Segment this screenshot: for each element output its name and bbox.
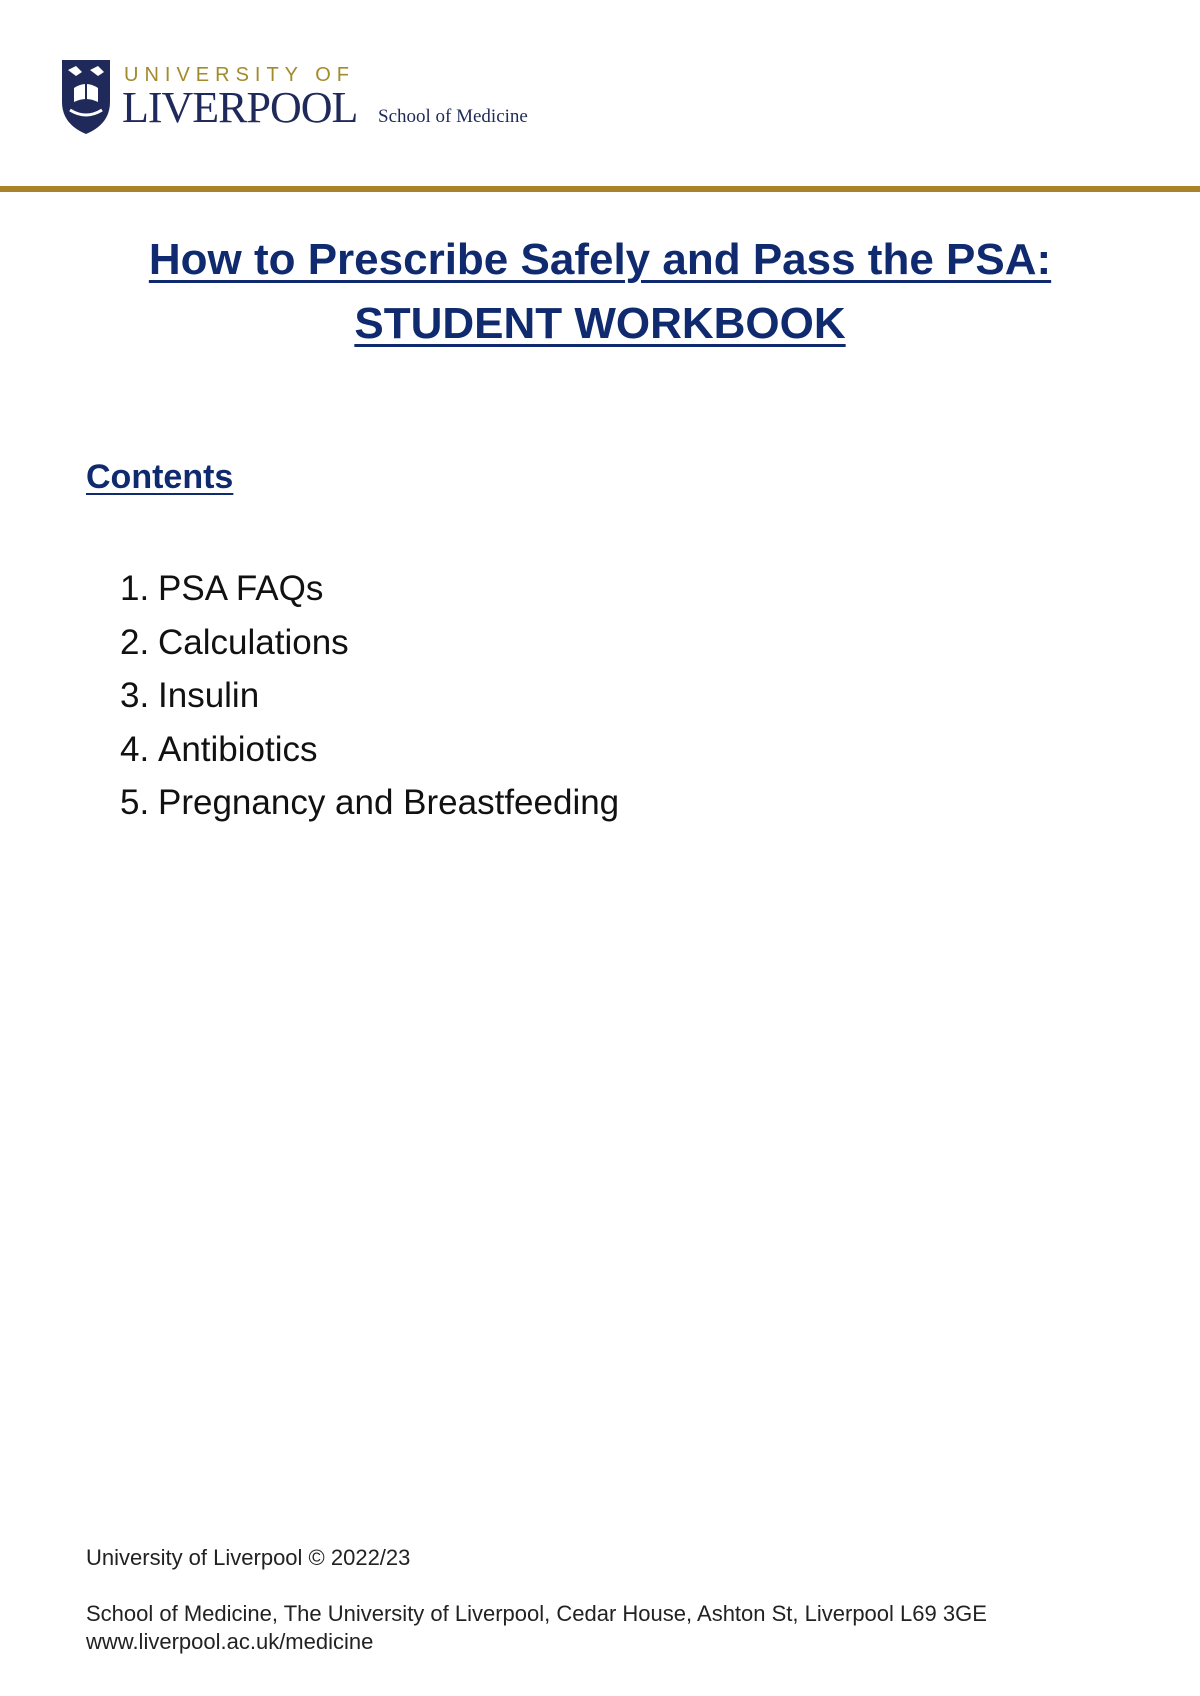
contents-list [120,562,619,830]
list-item [120,723,619,777]
title-line-2: STUDENT WORKBOOK [354,299,846,348]
footer-address: School of Medicine, The University of Liverpool, Cedar House, Ashton St, Liverpool L69 3GE [86,1601,987,1626]
item-label: Calculations [158,622,349,662]
title-line-1: How to Prescribe Safely and Pass the PSA: [148,235,1052,284]
list-item [120,669,619,723]
school-name: School of Medicine [378,106,528,127]
item-number: 4. [120,729,150,769]
brand-university-of: UNIVERSITY OF [124,64,355,86]
item-label: PSA FAQs [158,569,324,608]
list-item [120,776,619,830]
item-number: 2. [120,622,150,662]
page-header [0,0,1200,200]
item-number: 5. [120,783,150,822]
item-number: 1. [120,569,150,608]
footer-copyright: University of Liverpool © 2022/23 [86,1545,411,1570]
list-item [120,562,619,616]
university-crest-icon [60,58,112,136]
brand-liverpool: LIVERPOOL [122,83,358,132]
page-title [0,228,1200,356]
item-label: Insulin [158,676,260,715]
list-item [120,616,619,670]
footer-website: www.liverpool.ac.uk/medicine [86,1629,374,1654]
item-label: Pregnancy and Breastfeeding [158,783,620,822]
contents-heading: Contents [86,458,234,496]
item-number: 3. [120,676,150,715]
item-label: Antibiotics [158,729,318,769]
header-divider [0,186,1200,192]
